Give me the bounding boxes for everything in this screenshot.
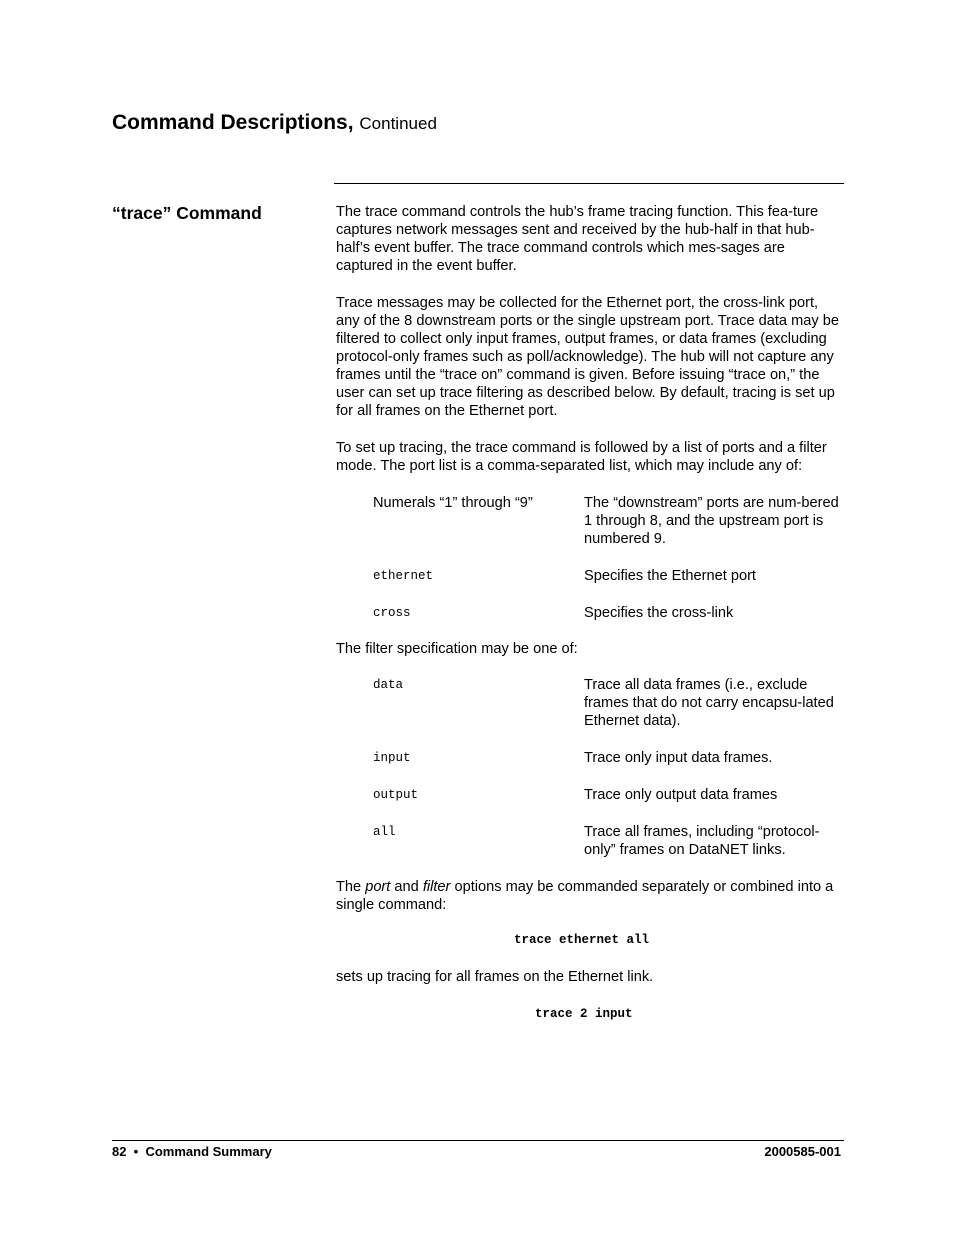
filter-list-item [373,749,841,767]
filter-desc: Trace only output data frames [584,787,778,803]
filter-list-item [373,786,841,804]
filter-list-item [373,676,841,730]
port-term: Numerals “1” through “9” [373,495,533,511]
page-title [112,111,437,135]
filter-term: output [373,788,419,802]
port-list-item [373,567,841,585]
paragraph-trace-messages: Trace messages may be collected for the Ethernet port, the cross-link port, any of the 8 downstream ports or the single upstream port. Trace data may be filtered to collect only input frames, output frames, or data frames (excluding protocol-only frames such as poll/acknowledge). The hub will not capture any frames until the “trace on” command is given. Before issuing “trace on,” the user can set up trace filtering as described below. By default, tracing is set up for all frames on the Ethernet port. [336,295,839,419]
filter-term: input [373,751,411,765]
paragraph-setup: To set up tracing, the trace command is followed by a list of ports and a filter mode. The port list is a comma-separated list, which may include any of: [336,440,827,474]
port-desc: The “downstream” ports are num-bered 1 through 8, and the upstream port is numbered 9. [584,495,839,547]
filter-term: data [373,678,404,692]
combine-text: and [390,879,423,895]
section-heading: “trace” Command [112,203,262,223]
filter-desc: Trace all frames, including “protocol-only” frames on DataNET links. [584,824,820,858]
paragraph-intro: The trace command controls the hub’s frame tracing function. This fea-ture captures network messages sent and received by the hub-half in that hub-half’s event buffer. The trace command controls which mes-sages are captured in the event buffer. [336,204,819,274]
page-title-text: Command Descriptions, [112,111,354,134]
filter-term: all [373,825,396,839]
paragraph-example-desc: sets up tracing for all frames on the Ethernet link. [336,969,654,985]
filter-emphasis: filter [422,879,451,895]
filter-list-item [373,823,841,859]
filter-list [373,676,841,859]
footer-divider [112,1140,844,1141]
combine-text: The [336,879,366,895]
filter-desc: Trace all data frames (i.e., exclude frames that do not carry encapsu-lated Ethernet data). [584,677,834,729]
port-emphasis: port [365,879,391,895]
footer-doc-number: 2000585-001 [764,1144,841,1159]
port-list [373,494,841,622]
filter-intro: The filter specification may be one of: [336,641,578,657]
footer-page-label: 82 • Command Summary [112,1144,272,1159]
filter-desc: Trace only input data frames. [584,750,773,766]
port-list-item [373,494,841,548]
paragraph-combine [336,878,841,914]
code-example-2: trace 2 input [535,1007,633,1021]
section-divider [334,183,844,184]
page-title-suffix: Continued [359,114,437,133]
port-term: cross [373,606,411,620]
port-list-item [373,604,841,622]
section-body [336,203,841,1042]
port-term: ethernet [373,569,434,583]
port-desc: Specifies the cross-link [584,605,734,621]
code-example-1: trace ethernet all [514,933,650,947]
combine-text: options may be commanded separately or combined into a single command: [336,879,834,913]
port-desc: Specifies the Ethernet port [584,568,756,584]
